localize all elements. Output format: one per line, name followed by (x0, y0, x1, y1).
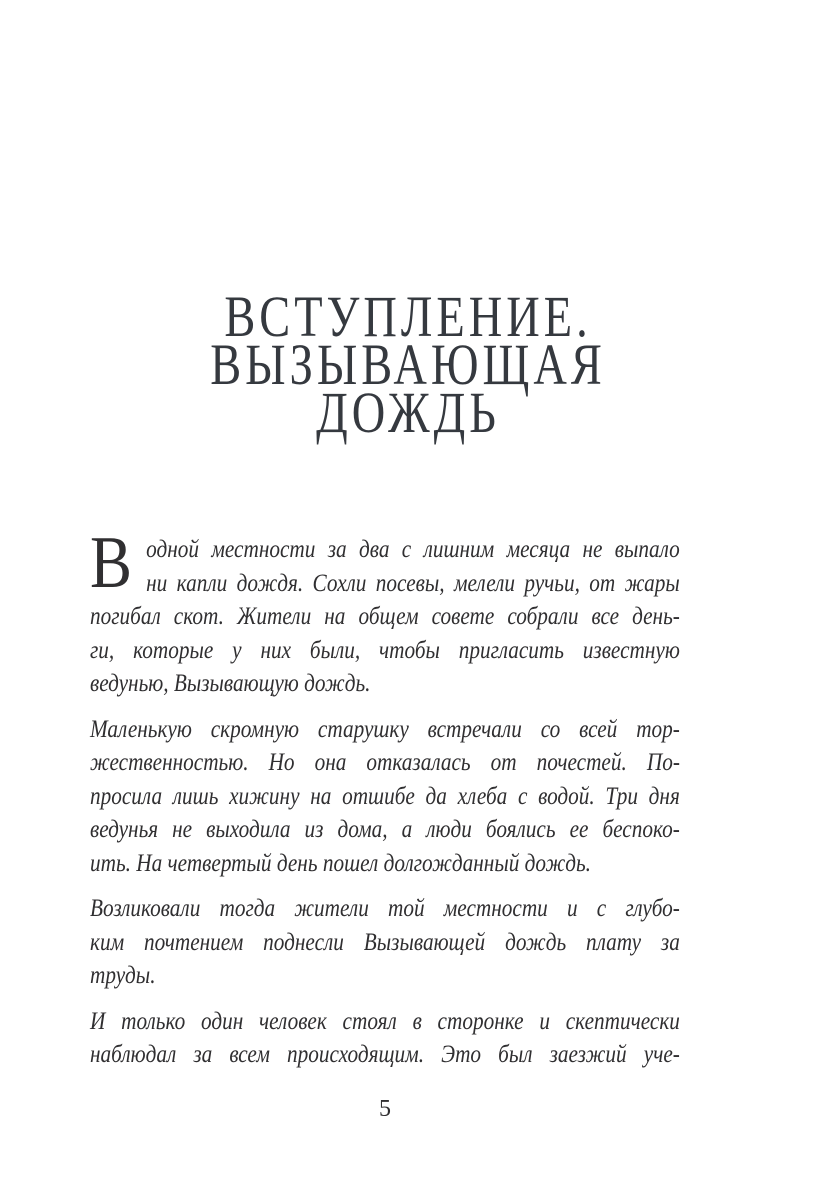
text-line: Возликовали тогда жители той местности и с глубо- (90, 895, 680, 922)
page-number: 5 (379, 1096, 391, 1122)
paragraph (90, 892, 680, 993)
text-line: И только один человек стоял в сторонке и скептически (90, 1007, 680, 1035)
text-line: жественностью. Но она отказалась от почестей. По- (90, 749, 680, 776)
paragraph (90, 522, 680, 701)
text-line: просила лишь хижину на отшибе да хлеба с водой. Три дня (90, 782, 680, 810)
drop-cap: В (90, 522, 132, 604)
text-line: ни капли дождя. Сохли посевы, мелели ручьи, от жары (146, 569, 680, 597)
text-line: погибал скот. Жители на общем совете собрали все день- (90, 603, 680, 630)
paragraph (90, 713, 680, 881)
text-line: ведунью, Вызывающую дождь. (90, 670, 371, 697)
text-line: труды. (90, 962, 156, 989)
chapter-title-line-1: ВСТУПЛЕНИЕ. (224, 284, 592, 349)
text-line: ги, которые у них были, чтобы пригласить известную (90, 636, 680, 664)
text-line: ведунья не выходила из дома, а люди боялись ее беспоко- (90, 816, 680, 843)
text-line: ить. На четвертый день пошел долгожданный дождь. (90, 849, 591, 877)
chapter-title-line-3: ДОЖДЬ (316, 380, 500, 445)
chapter-title (96, 284, 720, 445)
text-line: наблюдал за всем происходящим. Это был заезжий уче- (90, 1041, 680, 1068)
text-line: ким почтением поднесли Вызывающей дождь плату за (90, 928, 680, 956)
body-text (90, 522, 680, 1084)
text-line: одной местности за два с лишним месяца не выпало (146, 536, 680, 563)
text-line: Маленькую скромную старушку встречали со всей тор- (90, 715, 680, 743)
chapter-title-line-2: ВЫЗЫВАЮЩАЯ (210, 332, 606, 397)
paragraph (90, 1005, 680, 1072)
